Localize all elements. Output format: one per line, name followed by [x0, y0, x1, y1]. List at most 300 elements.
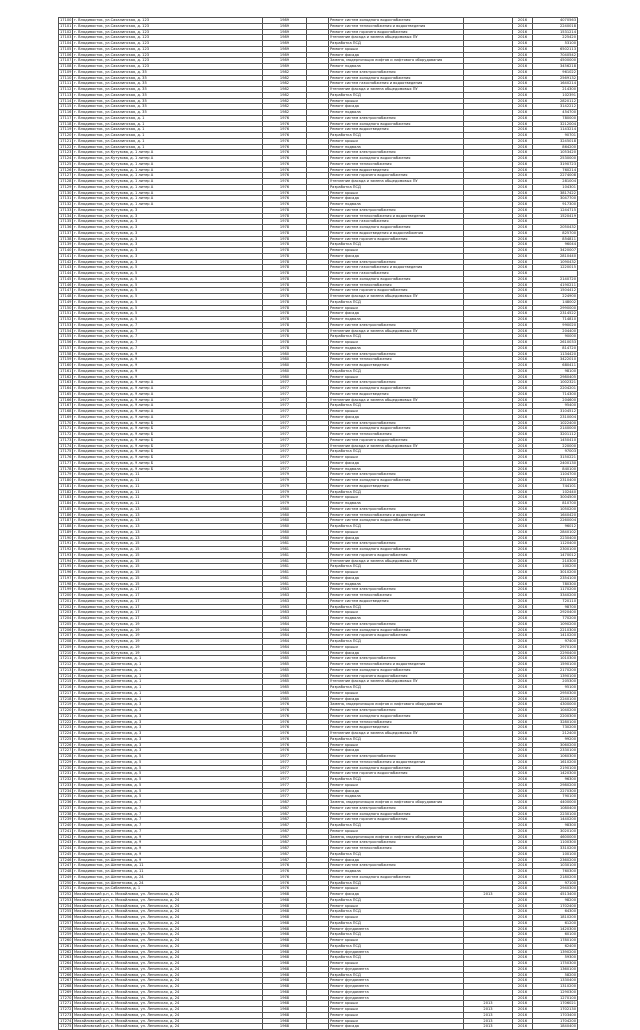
plan-year-cell: 2016 — [513, 794, 533, 800]
build-year-cell: 1982 — [263, 69, 307, 75]
build-year-cell: 1980 — [263, 524, 307, 530]
build-year-cell: 1982 — [263, 81, 307, 87]
cost-cell: 3422010 — [533, 357, 578, 363]
plan-year-cell: 2016 — [513, 282, 533, 288]
work-type-cell: Ремонт систем теплоснабжения — [329, 282, 464, 288]
build-year-cell: 1968 — [263, 989, 307, 995]
build-year-cell: 1976 — [263, 184, 307, 190]
plan-year-cell: 2016 — [513, 558, 533, 564]
work-type-cell: Разработка ПСД — [329, 880, 464, 886]
cost-cell: 3340200 — [533, 593, 578, 599]
address-cell: Михайловский р-н, с. Михайловка, ул. Ленинская, д. 24 — [73, 1012, 263, 1018]
work-type-cell: Ремонт систем холодного водоснабжения — [329, 156, 464, 162]
row-id-cell: 17236 — [60, 800, 72, 804]
plan-year-cell: 2016 — [513, 213, 533, 219]
row-id-cell: 17125 — [60, 161, 72, 166]
cost-cell: 2300100 — [533, 547, 578, 553]
plan-year-cell: 2016 — [513, 759, 533, 765]
row-id-cell: 17210 — [60, 650, 72, 655]
row-id-cell: 17233 — [60, 782, 72, 787]
cost-cell: 1040200 — [533, 708, 578, 714]
row-id-cell: 17127 — [60, 173, 72, 178]
work-type-cell: Ремонт систем водоотведения — [329, 598, 464, 604]
plan-year-cell: 2016 — [513, 984, 533, 990]
address-cell: г. Владивосток, ул.Кутузова, д. 13 — [73, 506, 263, 512]
work-type-cell: Ремонт крыши — [329, 570, 464, 576]
build-year-cell: 1968 — [263, 961, 307, 967]
address-cell: г. Владивосток, ул.Шепеткова, д. 7 — [73, 817, 263, 823]
plan-year-cell: 2016 — [513, 121, 533, 127]
plan-year-cell: 2016 — [513, 328, 533, 334]
row-id-cell: 17128 — [60, 179, 72, 183]
plan-year-cell: 2016 — [513, 173, 533, 179]
row-id-cell: 17155 — [60, 334, 72, 339]
plan-year-cell: 2016 — [513, 1001, 533, 1007]
plan-year-cell: 2016 — [513, 915, 533, 921]
plan-year-cell: 2016 — [513, 58, 533, 64]
plan-year-cell: 2016 — [513, 414, 533, 420]
work-type-cell: Разработка ПСД — [329, 851, 464, 857]
row-id-cell: 17237 — [60, 805, 72, 810]
cost-cell: 714300 — [533, 391, 578, 397]
work-type-cell: Ремонт фасада — [329, 52, 464, 58]
row-id-cell: 17184 — [60, 501, 72, 505]
cost-cell: 3817422 — [533, 190, 578, 196]
plan-year-cell: 2016 — [513, 357, 533, 363]
plan-year-cell: 2016 — [513, 104, 533, 110]
row-id-cell: 17235 — [60, 794, 72, 799]
address-cell: г. Владивосток, ул.Кутузова, д. 1 литер А — [73, 156, 263, 162]
work-type-cell: Ремонт систем теплоснабжения и водоотведения — [329, 213, 464, 219]
address-cell: г. Владивосток, ул.Шепеткова, д. 5 — [73, 777, 263, 783]
build-year-cell: 1978 — [263, 230, 307, 236]
build-year-cell: 1976 — [263, 736, 307, 742]
address-cell: г. Владивосток, ул.Шепеткова, д. 9 — [73, 846, 263, 852]
build-year-cell: 1982 — [263, 75, 307, 81]
build-year-cell: 1985 — [263, 656, 307, 662]
row-id-cell: 17223 — [60, 725, 72, 730]
address-cell: г. Владивосток, ул.Кутузова, д. 9 литер Б — [73, 466, 263, 472]
plan-year-cell: 2016 — [513, 943, 533, 949]
address-cell: г. Владивосток, ул.Сахалинская, д. 123 — [73, 41, 263, 47]
done-year-cell: 2013 — [464, 1001, 513, 1007]
build-year-cell: 1987 — [263, 846, 307, 852]
cost-cell: 4070563 — [533, 18, 578, 24]
work-type-cell: Ремонт систем водоотведения — [329, 483, 464, 489]
address-cell: г. Владивосток, ул.Сахалинская, д. 123 — [73, 58, 263, 64]
cost-cell: 3020100 — [533, 828, 578, 834]
row-id-cell: 17270 — [60, 995, 72, 1000]
build-year-cell: 1981 — [263, 570, 307, 576]
address-cell: г. Владивосток, ул.Кутузова, д. 9 литер Б — [73, 426, 263, 432]
row-id-cell: 17185 — [60, 506, 72, 511]
row-id-cell: 17149 — [60, 299, 72, 304]
cost-cell: 2569132 — [533, 75, 578, 81]
build-year-cell: 1989 — [263, 58, 307, 64]
row-id-cell: 17107 — [60, 58, 72, 63]
plan-year-cell: 2016 — [513, 478, 533, 484]
build-year-cell: 1968 — [263, 920, 307, 926]
cost-cell: 825700 — [533, 230, 578, 236]
row-id-cell: 17275 — [60, 1024, 72, 1029]
cost-cell: 4300000 — [533, 702, 578, 708]
address-cell: Михайловский р-н, с. Михайловка, ул. Ленинская, д. 24 — [73, 989, 263, 995]
row-id-cell: 17171 — [60, 426, 72, 431]
cost-cell: 4500000 — [533, 58, 578, 64]
address-cell: г. Владивосток, ул.Шепеткова, д. 3 — [73, 725, 263, 731]
work-type-cell: Разработка ПСД — [329, 639, 464, 645]
build-year-cell: 1977 — [263, 771, 307, 777]
plan-year-cell: 2016 — [513, 380, 533, 386]
build-year-cell: 1987 — [263, 805, 307, 811]
address-cell: г. Владивосток, ул.Шепеткова, д. 3 — [73, 708, 263, 714]
build-year-cell: 1980 — [263, 363, 307, 369]
plan-year-cell: 2016 — [513, 949, 533, 955]
address-cell: г. Владивосток, ул.Кутузова, д. 1 литер А — [73, 167, 263, 173]
plan-year-cell: 2016 — [513, 782, 533, 788]
address-cell: г. Владивосток, ул.Сахалинская, д. 35 — [73, 104, 263, 110]
address-cell: г. Владивосток, ул.Кутузова, д. 7 — [73, 340, 263, 346]
plan-year-cell: 2016 — [513, 662, 533, 668]
address-cell: г. Владивосток, ул.Шепеткова, д. 1 — [73, 662, 263, 668]
work-type-cell: Ремонт крыши — [329, 961, 464, 967]
build-year-cell: 1977 — [263, 788, 307, 794]
work-type-cell: Разработка ПСД — [329, 524, 464, 530]
address-cell: г. Владивосток, ул.Кутузова, д. 1 литер А — [73, 196, 263, 202]
address-cell: г. Владивосток, ул.Кутузова, д. 1 литер А — [73, 190, 263, 196]
address-cell: г. Владивосток, ул.Шепеткова, д. 1 — [73, 685, 263, 691]
address-cell: г. Владивосток, ул.Кутузова, д. 3 — [73, 242, 263, 248]
cost-cell: 2980200 — [533, 782, 578, 788]
cost-cell: 1703400 — [533, 1012, 578, 1018]
cost-cell: 98300 — [533, 823, 578, 829]
address-cell: Михайловский р-н, с. Михайловка, ул. Ленинская, д. 24 — [73, 978, 263, 984]
cost-cell: 96012 — [533, 524, 578, 530]
work-type-cell: Замена, модернизация лифтов и лифтового оборудования — [329, 800, 464, 806]
cost-cell: 1470012 — [533, 552, 578, 558]
cost-cell: 2230100 — [533, 811, 578, 817]
row-id-cell: 17206 — [60, 627, 72, 632]
row-id-cell: 17150 — [60, 305, 72, 310]
plan-year-cell: 2016 — [513, 932, 533, 938]
row-id-cell: 17226 — [60, 742, 72, 747]
cost-cell: 4513400 — [533, 892, 578, 898]
cost-cell: 2980405 — [533, 374, 578, 380]
row-id-cell: 17265 — [60, 966, 72, 971]
build-year-cell: 1976 — [263, 179, 307, 185]
plan-year-cell: 2016 — [513, 386, 533, 392]
build-year-cell: 1979 — [263, 472, 307, 478]
cost-cell: 1090432 — [533, 259, 578, 265]
work-type-cell: Ремонт систем электроснабжения — [329, 506, 464, 512]
plan-year-cell: 2016 — [513, 460, 533, 466]
work-type-cell: Ремонт крыши — [329, 742, 464, 748]
plan-year-cell: 2016 — [513, 248, 533, 254]
build-year-cell: 1977 — [263, 437, 307, 443]
build-year-cell: 1977 — [263, 449, 307, 455]
build-year-cell: 1978 — [263, 265, 307, 271]
cost-cell: 730200 — [533, 725, 578, 731]
done-year-cell: 2013 — [464, 1024, 513, 1030]
build-year-cell: 1983 — [263, 604, 307, 610]
address-cell: г. Владивосток, ул.Шепеткова, д. 24 — [73, 880, 263, 886]
address-cell: г. Владивосток, ул.Сахалинская, д. 1 — [73, 133, 263, 139]
row-id-cell: 17190 — [60, 535, 72, 540]
address-cell: г. Владивосток, ул.Сахалинская, д. 1 — [73, 115, 263, 121]
address-cell: г. Владивосток, ул.Шепеткова, д. 3 — [73, 736, 263, 742]
row-id-cell: 17152 — [60, 317, 72, 321]
work-type-cell: Ремонт фасада — [329, 196, 464, 202]
work-type-cell: Ремонт подвала — [329, 869, 464, 875]
address-cell: г. Владивосток, ул.Сахалинская, д. 35 — [73, 81, 263, 87]
cost-cell: 1090200 — [533, 621, 578, 627]
cost-cell: 96300 — [533, 777, 578, 783]
cost-cell: 2170200 — [533, 667, 578, 673]
build-year-cell: 1977 — [263, 443, 307, 449]
row-id-cell: 17102 — [60, 29, 72, 34]
work-type-cell: Замена, модернизация лифтов и лифтового оборудования — [329, 702, 464, 708]
build-year-cell: 1981 — [263, 581, 307, 587]
build-year-cell: 1978 — [263, 340, 307, 346]
build-year-cell: 1989 — [263, 18, 307, 24]
work-type-cell: Ремонт подвала — [329, 616, 464, 622]
address-cell: г. Владивосток, ул.Кутузова, д. 9 литер Б — [73, 432, 263, 438]
plan-year-cell: 2016 — [513, 311, 533, 317]
row-id-cell: 17243 — [60, 840, 72, 845]
plan-year-cell: 2016 — [513, 1024, 533, 1030]
address-cell: Михайловский р-н, с. Михайловка, ул. Ленинская, д. 24 — [73, 909, 263, 915]
work-type-cell: Ремонт фасада — [329, 892, 464, 898]
address-cell: г. Владивосток, ул.Шепеткова, д. 11 — [73, 869, 263, 875]
address-cell: г. Владивосток, ул.Кутузова, д. 19 — [73, 650, 263, 656]
work-type-cell: Ремонт систем электроснабжения — [329, 754, 464, 760]
cost-cell: 3201112 — [533, 432, 578, 438]
row-id-cell: 17188 — [60, 524, 72, 528]
row-id-cell: 17249 — [60, 874, 72, 879]
row-id-cell: 17169 — [60, 414, 72, 419]
plan-year-cell: 2016 — [513, 978, 533, 984]
row-id-cell: 17108 — [60, 64, 72, 68]
address-cell: Михайловский р-н, с. Михайловка, ул. Ленинская, д. 24 — [73, 984, 263, 990]
cost-cell: 2920400 — [533, 610, 578, 616]
cost-cell: 220000 — [533, 443, 578, 449]
cost-cell: 1053420 — [533, 150, 578, 156]
work-type-cell: Разработка ПСД — [329, 242, 464, 248]
address-cell: г. Владивосток, ул.Шепеткова, д. 1 — [73, 696, 263, 702]
work-type-cell: Ремонт систем горячего водоснабжения — [329, 288, 464, 294]
build-year-cell: 1984 — [263, 650, 307, 656]
row-id-cell: 17263 — [60, 955, 72, 960]
row-id-cell: 17231 — [60, 771, 72, 776]
cost-cell: 1440200 — [533, 817, 578, 823]
address-cell: г. Владивосток, ул.Кутузова, д. 5 — [73, 305, 263, 311]
cost-cell: 3310200 — [533, 846, 578, 852]
cost-cell: 1330400 — [533, 978, 578, 984]
work-type-cell: Ремонт крыши — [329, 190, 464, 196]
work-type-cell: Ремонт фундамента — [329, 989, 464, 995]
build-year-cell: 1976 — [263, 196, 307, 202]
build-year-cell: 1978 — [263, 311, 307, 317]
build-year-cell: 1976 — [263, 115, 307, 121]
work-type-cell: Ремонт систем холодного водоснабжения — [329, 75, 464, 81]
plan-year-cell: 2016 — [513, 472, 533, 478]
plan-year-cell: 2016 — [513, 725, 533, 731]
row-id-cell: 17193 — [60, 552, 72, 557]
cost-cell: 2140720 — [533, 276, 578, 282]
build-year-cell: 1968 — [263, 938, 307, 944]
cost-cell: 97003 — [533, 449, 578, 455]
address-cell: г. Владивосток, ул.Кутузова, д. 3 — [73, 207, 263, 213]
row-id-cell: 17146 — [60, 282, 72, 287]
cost-cell: 61200 — [533, 920, 578, 926]
row-id-cell: 17166 — [60, 397, 72, 402]
plan-year-cell: 2016 — [513, 673, 533, 679]
plan-year-cell: 2016 — [513, 403, 533, 409]
row-id-cell: 17181 — [60, 483, 72, 488]
cost-cell: 3060200 — [533, 742, 578, 748]
cost-cell: 204400 — [533, 328, 578, 334]
address-cell: г. Владивосток, ул.Кутузова, д. 1 литер А — [73, 202, 263, 208]
work-type-cell: Ремонт систем теплоснабжения и водоотведения — [329, 512, 464, 518]
work-type-cell: Ремонт крыши — [329, 1012, 464, 1018]
row-id-cell: 17214 — [60, 673, 72, 678]
work-type-cell: Ремонт систем холодного водоснабжения — [329, 547, 464, 553]
address-cell: г. Владивосток, ул.Кутузова, д. 9 литер А — [73, 397, 263, 403]
plan-year-cell: 2016 — [513, 708, 533, 714]
plan-year-cell: 2016 — [513, 127, 533, 133]
row-id-cell: 17164 — [60, 386, 72, 390]
row-id-cell: 17110 — [60, 75, 72, 80]
year-cell — [307, 1024, 329, 1030]
build-year-cell: 1980 — [263, 535, 307, 541]
work-type-cell: Ремонт систем горячего водоснабжения — [329, 633, 464, 639]
work-type-cell: Ремонт систем холодного водоснабжения — [329, 386, 464, 392]
table-row — [59, 1024, 578, 1030]
row-id-cell: 17212 — [60, 662, 72, 666]
cost-cell: 96044 — [533, 242, 578, 248]
address-cell: г. Владивосток, ул.Кутузова, д. 15 — [73, 564, 263, 570]
plan-year-cell: 2016 — [513, 110, 533, 116]
row-id-cell: 17250 — [60, 880, 72, 885]
work-type-cell: Разработка ПСД — [329, 368, 464, 374]
cost-cell: 224900 — [533, 294, 578, 300]
build-year-cell: 1979 — [263, 483, 307, 489]
row-id-cell: 17147 — [60, 288, 72, 293]
plan-year-cell: 2016 — [513, 288, 533, 294]
row-id-cell: 17122 — [60, 144, 72, 149]
row-id-cell: 17215 — [60, 679, 72, 684]
cost-cell: 1010300 — [533, 656, 578, 662]
cost-cell: 1270100 — [533, 995, 578, 1001]
address-cell: г. Владивосток, ул.Шепеткова, д. 5 — [73, 782, 263, 788]
plan-year-cell: 2016 — [513, 644, 533, 650]
plan-year-cell: 2016 — [513, 690, 533, 696]
row-id-cell: 17256 — [60, 915, 72, 919]
row-id-cell: 17202 — [60, 604, 72, 609]
cost-cell: 1030100 — [533, 863, 578, 869]
build-year-cell: 1976 — [263, 190, 307, 196]
cost-cell: 2820112 — [533, 98, 578, 104]
cost-cell: 98100 — [533, 368, 578, 374]
work-type-cell: Ремонт подвала — [329, 501, 464, 507]
cost-cell: 3142212 — [533, 104, 578, 110]
build-year-cell: 1977 — [263, 403, 307, 409]
work-type-cell: Замена, модернизация лифтов и лифтового оборудования — [329, 58, 464, 64]
cost-cell: 212400 — [533, 731, 578, 737]
work-type-cell: Ремонт систем холодного водоснабжения — [329, 713, 464, 719]
cost-cell: 1220015 — [533, 265, 578, 271]
build-year-cell: 1968 — [263, 892, 307, 898]
build-year-cell: 1987 — [263, 828, 307, 834]
cost-cell: 840100 — [533, 466, 578, 472]
work-type-cell: Утепление фасада и замена общедомовых ПУ — [329, 179, 464, 185]
plan-year-cell: 2016 — [513, 564, 533, 570]
work-type-cell: Ремонт систем теплоснабжения — [329, 357, 464, 363]
build-year-cell: 1968 — [263, 972, 307, 978]
work-type-cell: Ремонт систем водоотведения — [329, 391, 464, 397]
build-year-cell: 1989 — [263, 23, 307, 29]
cost-cell: 60100 — [533, 932, 578, 938]
build-year-cell: 1976 — [263, 161, 307, 167]
cost-cell: 102440 — [533, 489, 578, 495]
done-year-cell: 2013 — [464, 1007, 513, 1013]
row-id-cell: 17187 — [60, 518, 72, 523]
cost-cell: 2330100 — [533, 748, 578, 754]
build-year-cell: 1977 — [263, 380, 307, 386]
build-year-cell: 1968 — [263, 903, 307, 909]
cost-cell: 97100 — [533, 880, 578, 886]
row-id-cell: 17141 — [60, 253, 72, 258]
cost-cell: 1531214 — [533, 29, 578, 35]
plan-year-cell: 2016 — [513, 903, 533, 909]
row-id-cell: 17217 — [60, 690, 72, 695]
address-cell: г. Владивосток, ул.Шепеткова, д. 3 — [73, 719, 263, 725]
plan-year-cell: 2016 — [513, 167, 533, 173]
plan-year-cell: 2016 — [513, 1007, 533, 1013]
plan-year-cell: 2016 — [513, 541, 533, 547]
plan-year-cell: 2016 — [513, 886, 533, 892]
row-id-cell: 17117 — [60, 115, 72, 120]
plan-year-cell: 2016 — [513, 334, 533, 340]
row-id-cell: 17251 — [60, 886, 72, 891]
plan-year-cell: 2016 — [513, 518, 533, 524]
row-id-cell: 17200 — [60, 593, 72, 597]
address-cell: г. Владивосток, ул.Кутузова, д. 15 — [73, 541, 263, 547]
build-year-cell: 1978 — [263, 294, 307, 300]
plan-year-cell: 2016 — [513, 897, 533, 903]
build-year-cell: 1980 — [263, 357, 307, 363]
build-year-cell: 1977 — [263, 391, 307, 397]
work-type-cell: Ремонт систем электроснабжения — [329, 207, 464, 213]
row-id-cell: 17140 — [60, 248, 72, 252]
work-type-cell: Разработка ПСД — [329, 133, 464, 139]
cost-cell: 104301 — [533, 184, 578, 190]
row-id-cell: 17248 — [60, 869, 72, 873]
address-cell: г. Владивосток, ул.Кутузова, д. 17 — [73, 616, 263, 622]
address-cell: г. Владивосток, ул.Шепеткова, д. 3 — [73, 713, 263, 719]
work-type-cell: Разработка ПСД — [329, 564, 464, 570]
plan-year-cell: 2016 — [513, 512, 533, 518]
cost-cell: 6502113 — [533, 46, 578, 52]
address-cell: Михайловский р-н, с. Михайловка, ул. Ленинская, д. 24 — [73, 926, 263, 932]
plan-year-cell: 2016 — [513, 64, 533, 70]
work-type-cell: Ремонт систем горячего водоснабжения — [329, 673, 464, 679]
work-type-cell: Ремонт фундамента — [329, 949, 464, 955]
build-year-cell: 1977 — [263, 432, 307, 438]
plan-year-cell: 2016 — [513, 598, 533, 604]
build-year-cell: 1985 — [263, 685, 307, 691]
cost-cell: 961022 — [533, 69, 578, 75]
